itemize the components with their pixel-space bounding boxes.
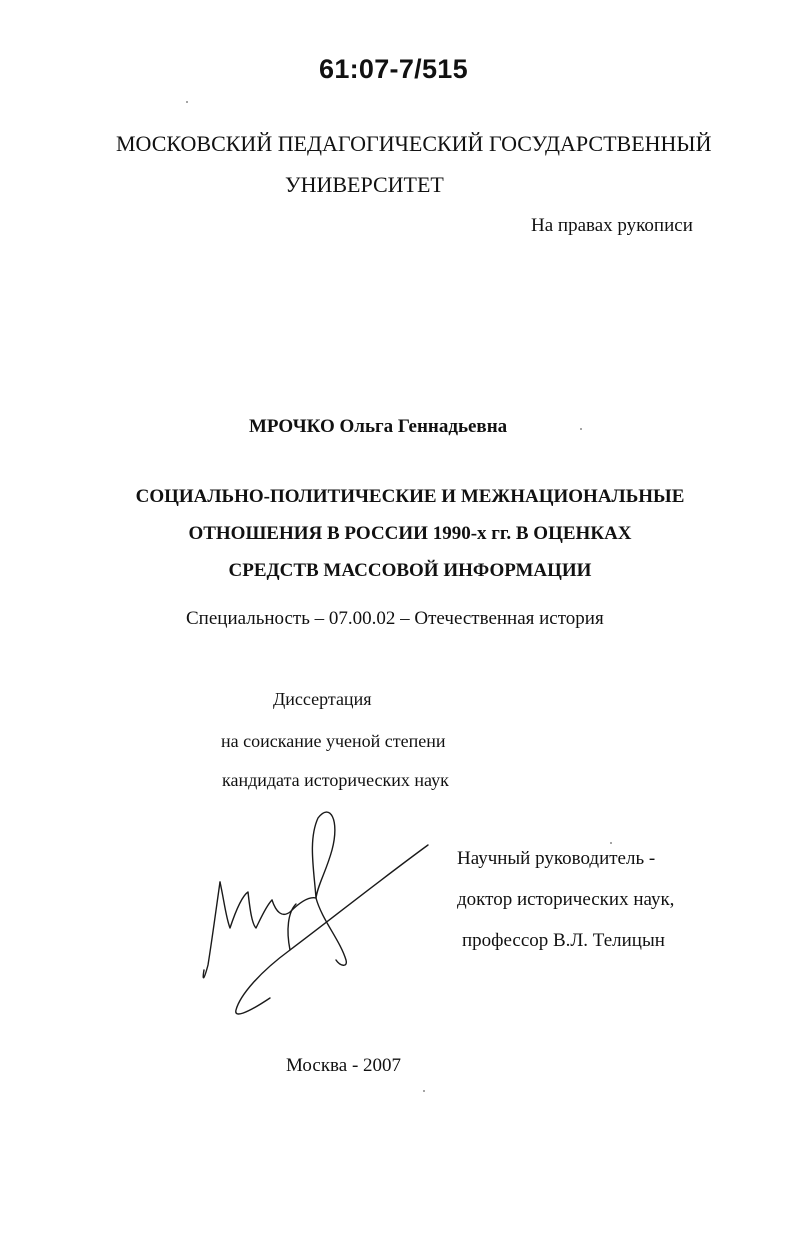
manuscript-rights-note: На правах рукописи [531, 215, 693, 236]
title-line-3: СРЕДСТВ МАССОВОЙ ИНФОРМАЦИИ [228, 560, 592, 581]
title-line-1: СОЦИАЛЬНО-ПОЛИТИЧЕСКИЕ И МЕЖНАЦИОНАЛЬНЫЕ [135, 486, 685, 507]
author-name: МРОЧКО Ольга Геннадьевна [249, 416, 508, 437]
title-line-2: ОТНОШЕНИЯ В РОССИИ 1990-х гг. В ОЦЕНКАХ [188, 523, 632, 544]
scan-speck [580, 428, 582, 430]
scan-speck [186, 101, 188, 103]
dissertation-line-1: Диссертация [273, 689, 372, 709]
institution-line-2: УНИВЕРСИТЕТ [285, 172, 444, 197]
supervisor-line-2: доктор исторических наук, [457, 889, 675, 910]
dissertation-title [120, 478, 700, 589]
handwritten-signature-icon [190, 800, 440, 1030]
supervisor-line-1: Научный руководитель - [457, 848, 656, 869]
dissertation-line-3: кандидата исторических наук [222, 770, 449, 790]
scan-speck [610, 842, 612, 844]
institution-line-1: МОСКОВСКИЙ ПЕДАГОГИЧЕСКИЙ ГОСУДАРСТВЕННЫЙ [116, 131, 712, 156]
scan-speck [423, 1090, 425, 1092]
supervisor-line-3: профессор В.Л. Телицын [462, 930, 665, 951]
archive-code-stamp: 61:07-7/515 [319, 54, 468, 84]
specialty-line: Специальность – 07.00.02 – Отечественная история [186, 608, 604, 629]
place-and-year: Москва - 2007 [286, 1055, 402, 1076]
dissertation-line-2: на соискание ученой степени [221, 731, 446, 751]
